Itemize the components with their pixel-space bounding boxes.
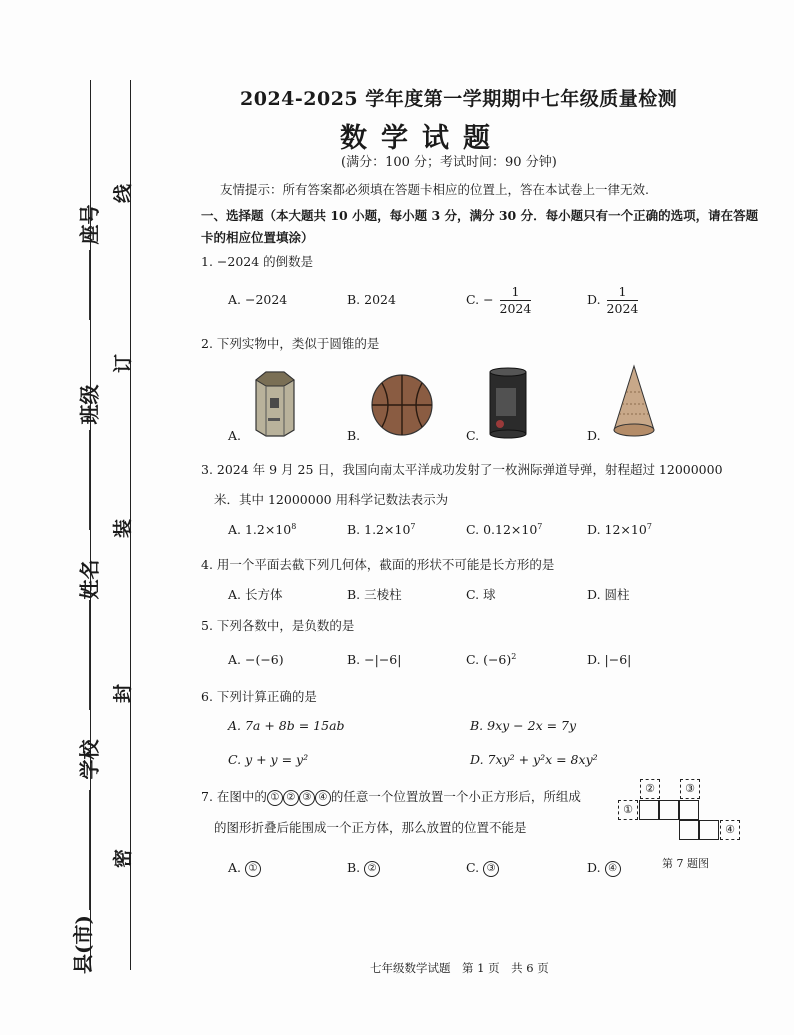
exam-title: 2024-2025 学年度第一学期期中七年级质量检测 xyxy=(240,88,678,110)
basketball-image xyxy=(370,373,434,437)
q7-d-letter: D. xyxy=(587,860,601,875)
q3-c-text: C. 0.12×10 xyxy=(466,522,538,538)
q7-fig-square xyxy=(679,800,699,820)
q5-stem: 5. 下列各数中，是负数的是 xyxy=(201,618,355,633)
q3-a-text: A. 1.2×10 xyxy=(228,522,292,538)
q2-option-d[interactable]: D. xyxy=(587,428,601,443)
q3-option-a[interactable] xyxy=(228,522,296,537)
q4-stem: 4. 用一个平面去截下列几何体，截面的形状不可能是长方形的是 xyxy=(201,557,555,572)
q3-b-text: B. 1.2×10 xyxy=(347,522,411,538)
class-label: 班级 xyxy=(77,384,102,425)
q7-fig-square xyxy=(699,820,719,840)
page-footer: 七年级数学试题 第 1 页 共 6 页 xyxy=(370,961,549,975)
q5-option-d[interactable]: D. |−6| xyxy=(587,652,632,667)
friendly-tip: 友情提示：所有答案都必须填在答题卡相应的位置上，答在本试卷上一律无效. xyxy=(220,182,649,197)
q6-option-d[interactable]: D. 7xy² + y²x = 8xy² xyxy=(470,752,598,767)
q4-option-a[interactable]: A. 长方体 xyxy=(228,587,283,602)
q7-fig-pos-4: ④ xyxy=(720,820,740,840)
q1-option-c[interactable] xyxy=(466,284,531,317)
q7-a-letter: A. xyxy=(228,860,242,875)
q2-option-b[interactable]: B. xyxy=(347,428,361,443)
q4-option-b[interactable]: B. 三棱柱 xyxy=(347,587,402,602)
q1-option-d[interactable] xyxy=(587,284,638,317)
q7-stem-pre: 7. 在图中的 xyxy=(201,789,267,804)
q7-a-circle: ① xyxy=(245,861,261,877)
q1-option-c-fraction xyxy=(500,284,532,317)
q1-option-b[interactable]: B. 2024 xyxy=(347,292,396,307)
cone-image xyxy=(608,364,658,440)
class-blank[interactable] xyxy=(89,430,90,530)
school-blank[interactable] xyxy=(89,790,90,910)
q7-stem-post: 的任意一个位置放置一个小正方形后，所组成 xyxy=(330,789,581,804)
bind-char-feng: 封 xyxy=(112,683,135,704)
q7-option-d[interactable] xyxy=(587,860,621,877)
q7-circle-2: ② xyxy=(283,790,299,806)
q6-option-c[interactable]: C. y + y = y² xyxy=(228,752,309,767)
q1-stem: 1. −2024 的倒数是 xyxy=(201,254,314,269)
section-heading: 一、选择题（本大题共 10 小题，每小题 3 分，满分 30 分．每小题只有一个正确的选项，请在答题卡的相应位置填涂） xyxy=(201,208,759,245)
q2-option-a[interactable]: A. xyxy=(228,428,242,443)
q3-c-exponent: 7 xyxy=(537,522,543,531)
q2-option-c[interactable]: C. xyxy=(466,428,480,443)
seat-number-label: 座号 xyxy=(77,204,102,245)
q3-option-b[interactable] xyxy=(347,522,416,537)
bind-char-zhuang: 装 xyxy=(112,518,135,539)
q6-stem: 6. 下列计算正确的是 xyxy=(201,689,317,704)
q7-circle-1: ① xyxy=(267,790,283,806)
q3-d-exponent: 7 xyxy=(646,522,652,531)
q3-b-exponent: 7 xyxy=(410,522,416,531)
q7-c-letter: C. xyxy=(466,860,480,875)
q3-stem-line2: 米．其中 12000000 用科学记数法表示为 xyxy=(214,492,449,507)
q1-d-denominator: 2024 xyxy=(606,301,639,316)
q7-d-circle: ④ xyxy=(605,861,621,877)
q3-stem-line1: 3. 2024 年 9 月 25 日，我国向南太平洋成功发射了一枚洲际弹道导弹，射程超过 12000000 xyxy=(201,462,723,477)
score-info: (满分：100 分；考试时间：90 分钟) xyxy=(341,155,557,170)
q3-option-c[interactable] xyxy=(466,522,542,537)
seat-number-blank[interactable] xyxy=(89,250,90,320)
bind-char-ding: 订 xyxy=(112,353,135,374)
q1-option-a[interactable]: A. −2024 xyxy=(228,292,288,307)
q6-option-a[interactable]: A. 7a + 8b = 15ab xyxy=(228,718,345,733)
q4-option-c[interactable]: C. 球 xyxy=(466,587,496,602)
q1-option-d-prefix: D. xyxy=(587,292,601,307)
exam-subtitle: 数学试题 xyxy=(340,123,504,154)
q3-d-text: D. 12×10 xyxy=(587,522,647,538)
q1-c-numerator: 1 xyxy=(500,284,532,301)
q5-option-a[interactable]: A. −(−6) xyxy=(228,652,284,667)
q7-option-a[interactable] xyxy=(228,860,261,877)
q7-fig-pos-3: ③ xyxy=(680,779,700,799)
cylinder-can-image xyxy=(488,366,528,440)
name-blank[interactable] xyxy=(89,600,90,710)
q7-option-b[interactable] xyxy=(347,860,380,877)
q1-c-denominator: 2024 xyxy=(499,301,532,316)
q7-stem-line2: 的图形折叠后能围成一个正方体，那么放置的位置不能是 xyxy=(214,820,527,835)
q5-option-c[interactable] xyxy=(466,652,516,667)
hexagonal-box-image xyxy=(250,370,298,438)
q2-stem: 2. 下列实物中，类似于圆锥的是 xyxy=(201,336,380,351)
q4-option-d[interactable]: D. 圆柱 xyxy=(587,587,630,602)
q1-d-numerator: 1 xyxy=(607,284,639,301)
bind-char-xian: 线 xyxy=(112,183,135,204)
school-label: 学校 xyxy=(77,739,102,780)
q5-c-text: C. (−6) xyxy=(466,652,512,668)
q7-figure-caption: 第 7 题图 xyxy=(662,857,709,870)
q7-option-c[interactable] xyxy=(466,860,499,877)
q1-option-d-fraction xyxy=(607,284,639,317)
bind-char-mi: 密 xyxy=(112,848,135,869)
q3-a-exponent: 8 xyxy=(291,522,297,531)
q3-option-d[interactable] xyxy=(587,522,652,537)
q7-c-circle: ③ xyxy=(483,861,499,877)
q7-fig-square xyxy=(679,820,699,840)
q5-option-b[interactable]: B. −|−6| xyxy=(347,652,402,667)
q7-fig-pos-1: ① xyxy=(618,800,638,820)
q5-c-exponent: 2 xyxy=(511,652,517,661)
q7-fig-square xyxy=(639,800,659,820)
q7-stem-line1 xyxy=(201,787,581,806)
q1-option-c-prefix: C. − xyxy=(466,292,494,307)
q6-option-b[interactable]: B. 9xy − 2x = 7y xyxy=(470,718,577,733)
q7-fig-square xyxy=(659,800,679,820)
q7-circle-3: ③ xyxy=(299,790,315,806)
q7-b-circle: ② xyxy=(364,861,380,877)
name-label: 姓名 xyxy=(77,559,102,600)
county-label: 县(市) xyxy=(70,915,95,974)
q7-b-letter: B. xyxy=(347,860,361,875)
q7-fig-pos-2: ② xyxy=(640,779,660,799)
q7-circle-4: ④ xyxy=(315,790,331,806)
